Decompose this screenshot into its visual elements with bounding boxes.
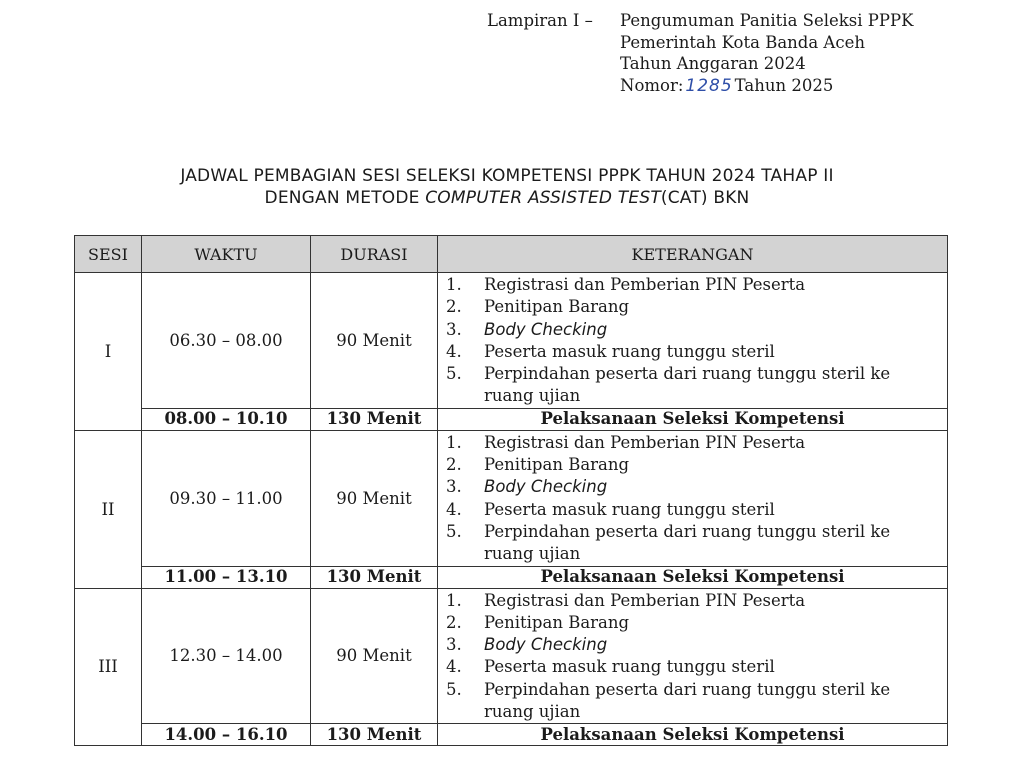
header-line: Pengumuman Panitia Seleksi PPPK bbox=[620, 11, 914, 30]
step-number: 4. bbox=[446, 499, 462, 519]
step-number: 3. bbox=[446, 477, 462, 497]
step-text: Peserta masuk ruang tunggu steril bbox=[484, 657, 775, 677]
title-text: DENGAN METODE bbox=[264, 188, 420, 208]
step-text: Perpindahan peserta dari ruang tunggu steril ke ruang ujian bbox=[484, 679, 891, 722]
step-number: 2. bbox=[446, 455, 462, 475]
title-text: (CAT) BKN bbox=[660, 188, 750, 208]
step-item bbox=[446, 476, 947, 498]
session-number: II bbox=[75, 430, 142, 588]
step-text: Body Checking bbox=[484, 319, 608, 339]
step-text: Penitipan Barang bbox=[484, 297, 630, 317]
exec-duration: 130 Menit bbox=[311, 566, 438, 588]
step-text: Body Checking bbox=[484, 635, 608, 655]
session-prep-row bbox=[75, 588, 948, 724]
step-item bbox=[446, 656, 947, 678]
session-duration: 90 Menit bbox=[311, 430, 438, 566]
step-text: Perpindahan peserta dari ruang tunggu steril ke ruang ujian bbox=[484, 521, 891, 564]
handwritten-number: 1285 bbox=[685, 75, 733, 96]
step-text: Peserta masuk ruang tunggu steril bbox=[484, 341, 775, 361]
session-number: I bbox=[75, 273, 142, 431]
step-item bbox=[446, 521, 947, 566]
step-number: 2. bbox=[446, 297, 462, 317]
steps-list bbox=[438, 431, 947, 566]
exec-description: Pelaksanaan Seleksi Kompetensi bbox=[438, 408, 948, 430]
step-number: 5. bbox=[446, 364, 462, 384]
step-item bbox=[446, 432, 947, 454]
session-time: 06.30 – 08.00 bbox=[142, 273, 311, 409]
schedule-table bbox=[74, 235, 948, 746]
session-prep-row bbox=[75, 273, 948, 409]
step-item bbox=[446, 679, 947, 724]
step-number: 1. bbox=[446, 432, 462, 452]
session-exec-row bbox=[75, 724, 948, 746]
session-description bbox=[438, 588, 948, 724]
table-header-row bbox=[75, 236, 948, 273]
step-text: Penitipan Barang bbox=[484, 455, 630, 475]
session-time: 12.30 – 14.00 bbox=[142, 588, 311, 724]
column-header-waktu: WAKTU bbox=[142, 236, 311, 273]
attachment-label: Lampiran I – bbox=[487, 11, 593, 30]
exec-duration: 130 Menit bbox=[311, 724, 438, 746]
step-item bbox=[446, 274, 947, 296]
column-header-keterangan: KETERANGAN bbox=[438, 236, 948, 273]
session-duration: 90 Menit bbox=[311, 273, 438, 409]
exec-time: 14.00 – 16.10 bbox=[142, 724, 311, 746]
step-text: Body Checking bbox=[484, 477, 608, 497]
exec-time: 11.00 – 13.10 bbox=[142, 566, 311, 588]
session-duration: 90 Menit bbox=[311, 588, 438, 724]
step-item bbox=[446, 499, 947, 521]
session-prep-row bbox=[75, 430, 948, 566]
step-number: 4. bbox=[446, 341, 462, 361]
header-line: Pemerintah Kota Banda Aceh bbox=[620, 32, 865, 52]
step-text: Peserta masuk ruang tunggu steril bbox=[484, 499, 775, 519]
schedule-table-body bbox=[75, 273, 948, 746]
session-exec-row bbox=[75, 566, 948, 588]
title-italic-text: COMPUTER ASSISTED TEST bbox=[425, 188, 661, 208]
exec-time: 08.00 – 10.10 bbox=[142, 408, 311, 430]
step-number: 5. bbox=[446, 679, 462, 699]
step-item bbox=[446, 341, 947, 363]
step-number: 3. bbox=[446, 635, 462, 655]
steps-list bbox=[438, 273, 947, 408]
step-item bbox=[446, 612, 947, 634]
session-exec-row bbox=[75, 408, 948, 430]
exec-description: Pelaksanaan Seleksi Kompetensi bbox=[438, 724, 948, 746]
session-time: 09.30 – 11.00 bbox=[142, 430, 311, 566]
document-title-line-1: JADWAL PEMBAGIAN SESI SELEKSI KOMPETENSI PPPK TAHUN 2024 TAHAP II bbox=[180, 166, 834, 186]
step-text: Registrasi dan Pemberian PIN Peserta bbox=[484, 590, 806, 610]
header-line: Tahun Anggaran 2024 bbox=[620, 54, 806, 73]
nomor-prefix: Nomor: bbox=[620, 75, 684, 95]
step-item bbox=[446, 319, 947, 341]
step-item bbox=[446, 590, 947, 612]
session-description bbox=[438, 273, 948, 409]
nomor-suffix: Tahun 2025 bbox=[734, 75, 834, 95]
step-text: Registrasi dan Pemberian PIN Peserta bbox=[484, 432, 806, 452]
step-item bbox=[446, 363, 947, 408]
session-description bbox=[438, 430, 948, 566]
step-number: 2. bbox=[446, 612, 462, 632]
step-item bbox=[446, 454, 947, 476]
step-number: 5. bbox=[446, 521, 462, 541]
column-header-sesi: SESI bbox=[75, 236, 142, 273]
step-number: 1. bbox=[446, 275, 462, 294]
step-text: Perpindahan peserta dari ruang tunggu steril ke ruang ujian bbox=[484, 364, 891, 406]
step-text: Registrasi dan Pemberian PIN Peserta bbox=[484, 275, 806, 294]
step-item bbox=[446, 634, 947, 656]
step-number: 4. bbox=[446, 657, 462, 677]
exec-duration: 130 Menit bbox=[311, 408, 438, 430]
attachment-lines bbox=[620, 10, 913, 96]
nomor-line bbox=[620, 75, 913, 97]
step-item bbox=[446, 296, 947, 318]
exec-description: Pelaksanaan Seleksi Kompetensi bbox=[438, 566, 948, 588]
column-header-durasi: DURASI bbox=[311, 236, 438, 273]
step-number: 3. bbox=[446, 319, 462, 339]
step-number: 1. bbox=[446, 590, 462, 610]
document-title-line-2 bbox=[0, 187, 1014, 209]
steps-list bbox=[438, 589, 947, 724]
step-text: Penitipan Barang bbox=[484, 612, 630, 632]
session-number: III bbox=[75, 588, 142, 746]
